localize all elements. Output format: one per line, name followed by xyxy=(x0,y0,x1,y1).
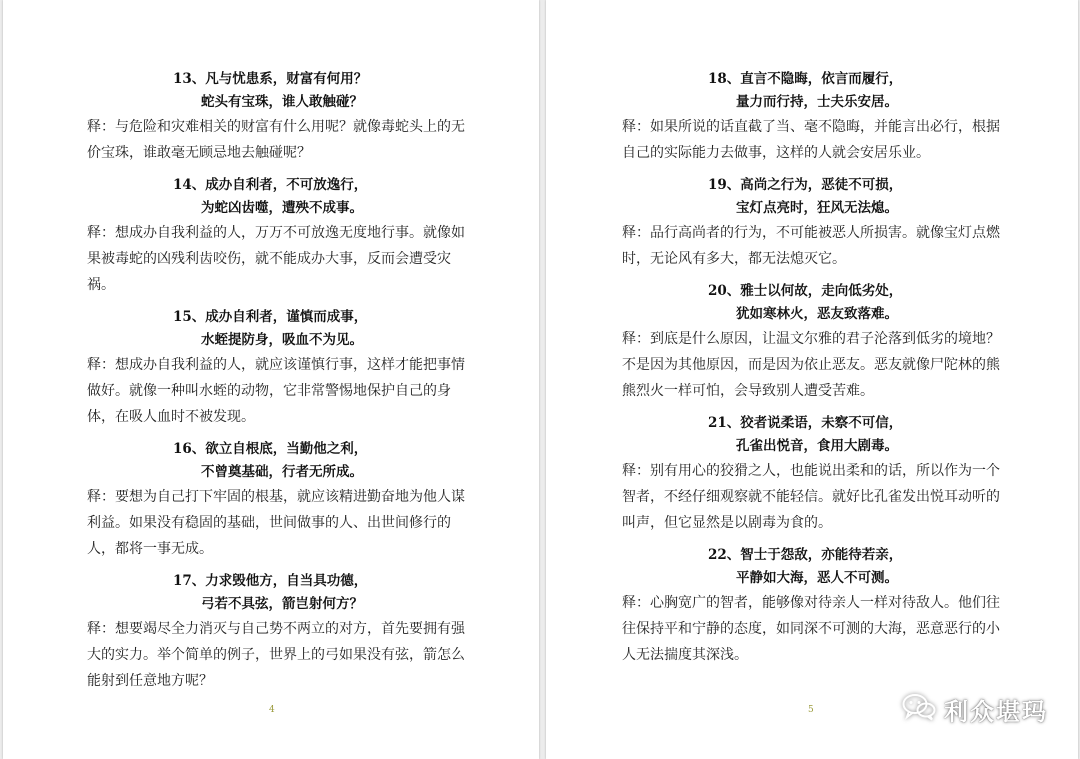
page-number: 5 xyxy=(808,705,814,715)
verse-line-1: 13、凡与忧患系，财富有何用？ xyxy=(173,71,368,87)
verse-line-1: 21、狡者说柔语，未察不可信， xyxy=(708,415,903,431)
verse-line-2: 为蛇凶齿噬，遭殃不成事。 xyxy=(201,200,363,216)
verse-line-1: 20、雅士以何故，走向低劣处， xyxy=(708,283,903,299)
verse-line-1: 15、成办自利者，谨慎而成事， xyxy=(173,309,368,325)
verse-line-1: 18、直言不隐晦，依言而履行， xyxy=(708,71,903,87)
verse xyxy=(622,412,1002,458)
verse xyxy=(622,544,1002,590)
explanation: 释：心胸宽广的智者，能够像对待亲人一样对待敌人。他们往往保持平和宁静的态度，如同深不可测的大海，恶意恶行的小人无法揣度其深浅。 xyxy=(622,595,1000,663)
verse xyxy=(622,280,1002,326)
verse-line-1: 17、力求毁他方，自当具功德， xyxy=(173,573,368,589)
entry-13 xyxy=(87,68,467,166)
entry-14 xyxy=(87,174,467,298)
right-page xyxy=(546,0,1078,759)
explanation: 释：如果所说的话直截了当、毫不隐晦，并能言出必行，根据自己的实际能力去做事，这样的人就会安居乐业。 xyxy=(622,119,1000,161)
explanation: 释：与危险和灾难相关的财富有什么用呢？就像毒蛇头上的无价宝珠，谁敢毫无顾忌地去触碰呢？ xyxy=(87,119,465,161)
explanation: 释：想要竭尽全力消灭与自己势不两立的对方，首先要拥有强大的实力。举个简单的例子，世界上的弓如果没有弦，箭怎么能射到任意地方呢？ xyxy=(87,621,465,689)
verse-line-1: 14、成办自利者，不可放逸行， xyxy=(173,177,368,193)
entry-18 xyxy=(622,68,1002,166)
verse xyxy=(87,68,467,114)
verse-line-2: 犹如寒林火，恶友致落难。 xyxy=(736,306,898,322)
verse xyxy=(87,570,467,616)
left-page-content xyxy=(87,60,467,694)
explanation: 释：别有用心的狡猾之人，也能说出柔和的话，所以作为一个智者，不经仔细观察就不能轻信。就好比孔雀发出悦耳动听的叫声，但它显然是以剧毒为食的。 xyxy=(622,463,1000,531)
entry-21 xyxy=(622,412,1002,536)
wechat-icon xyxy=(902,693,936,727)
verse-line-2: 不曾奠基础，行者无所成。 xyxy=(201,464,363,480)
watermark-text: 利众堪玛 xyxy=(944,698,1048,726)
page-number: 4 xyxy=(269,705,275,715)
explanation: 释：到底是什么原因，让温文尔雅的君子沦落到低劣的境地？不是因为其他原因，而是因为依止恶友。恶友就像尸陀林的熊熊烈火一样可怕，会导致别人遭受苦难。 xyxy=(622,331,1000,399)
verse xyxy=(87,438,467,484)
verse-line-2: 宝灯点亮时，狂风无法熄。 xyxy=(736,200,898,216)
verse xyxy=(87,306,467,352)
verse-line-1: 19、高尚之行为，恶徒不可损， xyxy=(708,177,903,193)
left-page xyxy=(3,0,539,759)
verse xyxy=(622,174,1002,220)
verse-line-2: 量力而行持，士夫乐安居。 xyxy=(736,94,898,110)
verse-line-2: 蛇头有宝珠，谁人敢触碰？ xyxy=(201,94,363,110)
entry-16 xyxy=(87,438,467,562)
watermark xyxy=(902,692,1048,727)
entry-15 xyxy=(87,306,467,430)
entry-17 xyxy=(87,570,467,694)
verse-line-1: 16、欲立自根底，当勤他之利， xyxy=(173,441,368,457)
explanation: 释：想成办自我利益的人，万万不可放逸无度地行事。就像如果被毒蛇的凶残利齿咬伤，就不能成办大事，反而会遭受灾祸。 xyxy=(87,225,465,293)
entry-19 xyxy=(622,174,1002,272)
explanation: 释：品行高尚者的行为，不可能被恶人所损害。就像宝灯点燃时，无论风有多大，都无法熄灭它。 xyxy=(622,225,1000,267)
explanation: 释：想成办自我利益的人，就应该谨慎行事，这样才能把事情做好。就像一种叫水蛭的动物，它非常警惕地保护自己的身体，在吸人血时不被发现。 xyxy=(87,357,465,425)
verse-line-2: 弓若不具弦，箭岂射何方？ xyxy=(201,596,363,612)
verse xyxy=(622,68,1002,114)
verse-line-2: 平静如大海，恶人不可测。 xyxy=(736,570,898,586)
explanation: 释：要想为自己打下牢固的根基，就应该精进勤奋地为他人谋利益。如果没有稳固的基础，世间做事的人、出世间修行的人，都将一事无成。 xyxy=(87,489,465,557)
verse-line-2: 水蛭提防身，吸血不为见。 xyxy=(201,332,363,348)
verse xyxy=(87,174,467,220)
verse-line-1: 22、智士于怨敌，亦能待若亲， xyxy=(708,547,903,563)
entry-22 xyxy=(622,544,1002,668)
entry-20 xyxy=(622,280,1002,404)
verse-line-2: 孔雀出悦音，食用大剧毒。 xyxy=(736,438,898,454)
right-page-content xyxy=(622,60,1002,668)
